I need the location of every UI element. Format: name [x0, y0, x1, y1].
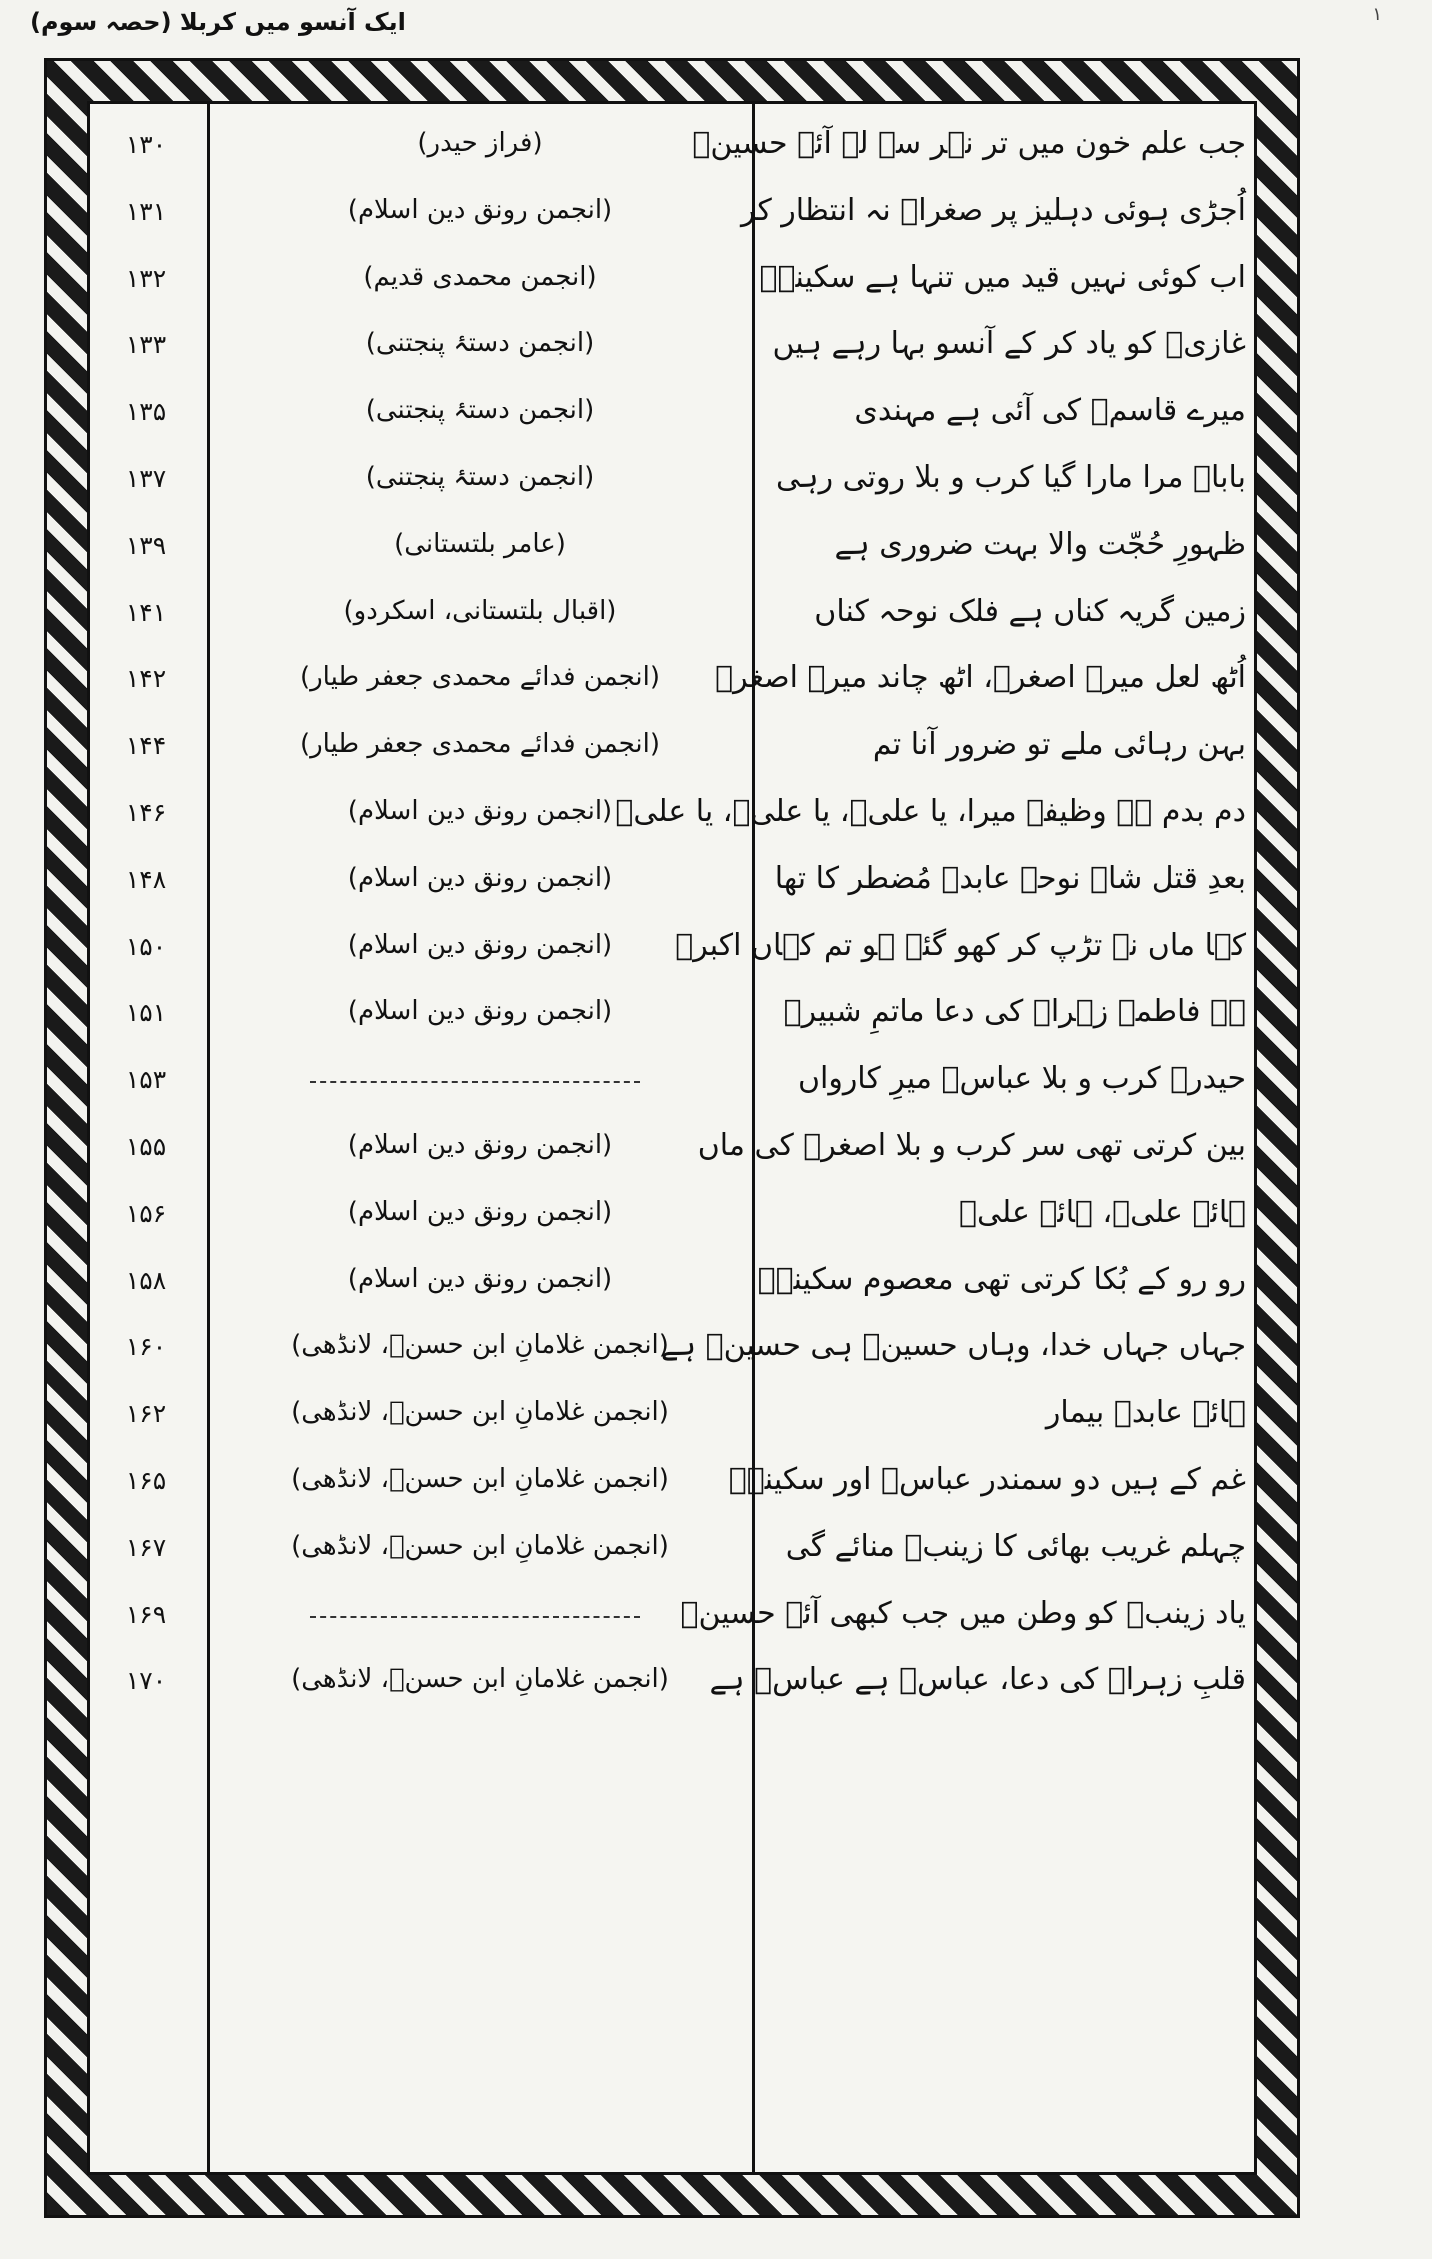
noha-title: جب علم خون میں تر نہر سے لے آئے حسینؑ — [692, 126, 1246, 161]
poet-name: (عامر بلتستانی) — [394, 528, 566, 559]
toc-row — [90, 990, 1254, 1054]
poet-name: (انجمن فدائے محمدی جعفر طیار) — [299, 662, 661, 693]
page-number: ۱۴۲ — [125, 664, 167, 694]
toc-row — [90, 122, 1254, 186]
poet-name: (انجمن رونق دین اسلام) — [347, 862, 613, 893]
toc-row — [90, 790, 1254, 854]
toc-row — [90, 322, 1254, 386]
page-number: ۱۳۷ — [125, 464, 167, 493]
noha-title: کہا ماں نے تڑپ کر کھو گئے ہو تم کہاں اکبرؑ — [675, 927, 1246, 963]
toc-row — [90, 456, 1254, 520]
noha-title: حیدرؑ کرب و بلا عباسؑ میرِ کارواں — [797, 1061, 1246, 1097]
page-number: ۱۴۴ — [125, 731, 167, 761]
page-number: ۱۳۵ — [125, 397, 167, 427]
noha-title: میرے قاسمؑ کی آئی ہے مہندی — [854, 393, 1246, 429]
poet-name: (انجمن فدائے محمدی جعفر طیار) — [299, 729, 661, 760]
poet-name: (اقبال بلتستانی، اسکردو) — [343, 595, 617, 626]
page-number: ۱۳۳ — [125, 330, 167, 360]
dashed-placeholder — [310, 1081, 640, 1083]
toc-row — [90, 590, 1254, 654]
toc-row — [90, 1525, 1254, 1589]
page-number: ۱۶۷ — [125, 1532, 167, 1562]
poet-name: (انجمن غلامانِ ابن حسنؑ، لانڈھی) — [291, 1464, 669, 1494]
page-header — [0, 0, 1432, 58]
page-number: ۱۴۱ — [125, 597, 167, 627]
toc-row — [90, 1324, 1254, 1388]
poet-name: (انجمن دستۂ پنجتنی) — [365, 395, 595, 426]
poet-name: (انجمن رونق دین اسلام) — [347, 1196, 613, 1227]
noha-title: رو رو کے بُکا کرتی تھی معصوم سکینہؑ — [757, 1261, 1246, 1297]
book-title: ایک آنسو میں کربلا (حصہ سوم) — [30, 8, 406, 36]
toc-row — [90, 1391, 1254, 1455]
noha-title: اُٹھ لعل میرے اصغرؑ، اٹھ چاند میرے اصغرؑ — [715, 660, 1246, 696]
table-of-contents — [87, 101, 1257, 2175]
noha-title: دم بدم ہے وظیفہ میرا، یا علیؑ، یا علیؑ، یا علیؑ — [615, 794, 1246, 829]
page-number: ۱۶۲ — [125, 1399, 167, 1429]
poet-name: (انجمن دستۂ پنجتنی) — [365, 328, 595, 359]
noha-title: زمین گریہ کناں ہے فلک نوحہ کناں — [814, 593, 1246, 629]
noha-title: چہلم غریب بھائی کا زینبؑ منائے گی — [785, 1528, 1246, 1564]
poet-name: (انجمن غلامانِ ابن حسنؑ، لانڈھی) — [291, 1530, 669, 1561]
noha-title: ظہورِ حُجّت والا بہت ضروری ہے — [834, 526, 1246, 562]
page-mark: ۱ — [1372, 4, 1382, 25]
page-number: ۱۳۹ — [125, 530, 167, 560]
decorative-border — [44, 58, 1300, 2218]
poet-name: (انجمن رونق دین اسلام) — [347, 194, 613, 225]
noha-title: قلبِ زہراؑ کی دعا، عباسؑ ہے عباسؑ ہے — [709, 1662, 1246, 1698]
page-number: ۱۷۰ — [125, 1666, 167, 1696]
page-number: ۱۵۰ — [125, 931, 167, 961]
toc-row — [90, 924, 1254, 988]
noha-title: بہن رہائی ملے تو ضرور آنا تم — [872, 727, 1246, 763]
toc-row — [90, 1592, 1254, 1656]
page-number: ۱۶۵ — [125, 1466, 167, 1495]
page-number: ۱۴۶ — [125, 798, 167, 827]
page-number: ۱۶۰ — [125, 1332, 167, 1362]
dashed-placeholder — [310, 1616, 640, 1618]
noha-title: جہاں جہاں خدا، وہاں حسینؑ ہی حسینؑ ہے — [660, 1328, 1246, 1364]
poet-name: (انجمن غلامانِ ابن حسنؑ، لانڈھی) — [291, 1664, 669, 1695]
poet-name: (انجمن رونق دین اسلام) — [347, 1263, 613, 1294]
noha-title: یاد زینبؑ کو وطن میں جب کبھی آئے حسینؑ — [680, 1595, 1246, 1631]
toc-row — [90, 1258, 1254, 1322]
poet-name: (انجمن رونق دین اسلام) — [347, 796, 613, 826]
noha-title: بعدِ قتل شاہ نوحہ عابدؑ مُضطر کا تھا — [774, 860, 1246, 896]
poet-name: (انجمن غلامانِ ابن حسنؑ، لانڈھی) — [291, 1397, 669, 1428]
toc-row — [90, 723, 1254, 787]
noha-title: اب کوئی نہیں قید میں تنہا ہے سکینہؑ — [759, 259, 1246, 295]
noha-title: اُجڑی ہوئی دہلیز پر صغراؑ نہ انتظار کر — [740, 192, 1246, 228]
poet-name: (انجمن رونق دین اسلام) — [347, 929, 613, 960]
poet-name: (فراز حیدر) — [417, 128, 543, 158]
noha-title: باباؑ مرا مارا گیا کرب و بلا روتی رہی — [776, 460, 1246, 495]
poet-name: (انجمن دستۂ پنجتنی) — [365, 462, 595, 492]
noha-title: بین کرتی تھی سر کرب و بلا اصغرؑ کی ماں — [697, 1128, 1246, 1163]
toc-row — [90, 389, 1254, 453]
page-number: ۱۵۱ — [125, 998, 167, 1028]
toc-row — [90, 656, 1254, 720]
poet-name: (انجمن محمدی قدیم) — [363, 261, 597, 292]
toc-row — [90, 1658, 1254, 1722]
page-number: ۱۵۵ — [125, 1132, 167, 1161]
noha-title: غازیؑ کو یاد کر کے آنسو بہا رہے ہیں — [772, 326, 1246, 362]
poet-name: (انجمن رونق دین اسلام) — [347, 996, 613, 1027]
page-number: ۱۵۳ — [125, 1065, 167, 1095]
toc-row — [90, 1057, 1254, 1121]
toc-row — [90, 1124, 1254, 1188]
noha-title: غم کے ہیں دو سمندر عباسؑ اور سکینہؑ — [728, 1462, 1246, 1497]
page-number: ۱۳۰ — [125, 130, 167, 159]
toc-row — [90, 189, 1254, 253]
poet-name: (انجمن غلامانِ ابن حسنؑ، لانڈھی) — [291, 1330, 669, 1361]
page-number: ۱۵۶ — [125, 1198, 167, 1228]
toc-row — [90, 523, 1254, 587]
noha-title: ہائے علیؑ، ہائے علیؑ — [959, 1194, 1246, 1230]
noha-title: ہائے عابدؑ بیمار — [1045, 1395, 1246, 1431]
toc-row — [90, 1191, 1254, 1255]
page-number: ۱۳۲ — [125, 263, 167, 293]
page-number: ۱۶۹ — [125, 1599, 167, 1629]
page-number: ۱۵۸ — [125, 1265, 167, 1295]
toc-row — [90, 256, 1254, 320]
toc-row — [90, 1458, 1254, 1522]
page-number: ۱۴۸ — [125, 864, 167, 894]
noha-title: ہے فاطمہ زہراؑ کی دعا ماتمِ شبیرؑ — [783, 994, 1246, 1030]
poet-name: (انجمن رونق دین اسلام) — [347, 1130, 613, 1160]
toc-row — [90, 857, 1254, 921]
page-number: ۱۳۱ — [125, 196, 167, 226]
